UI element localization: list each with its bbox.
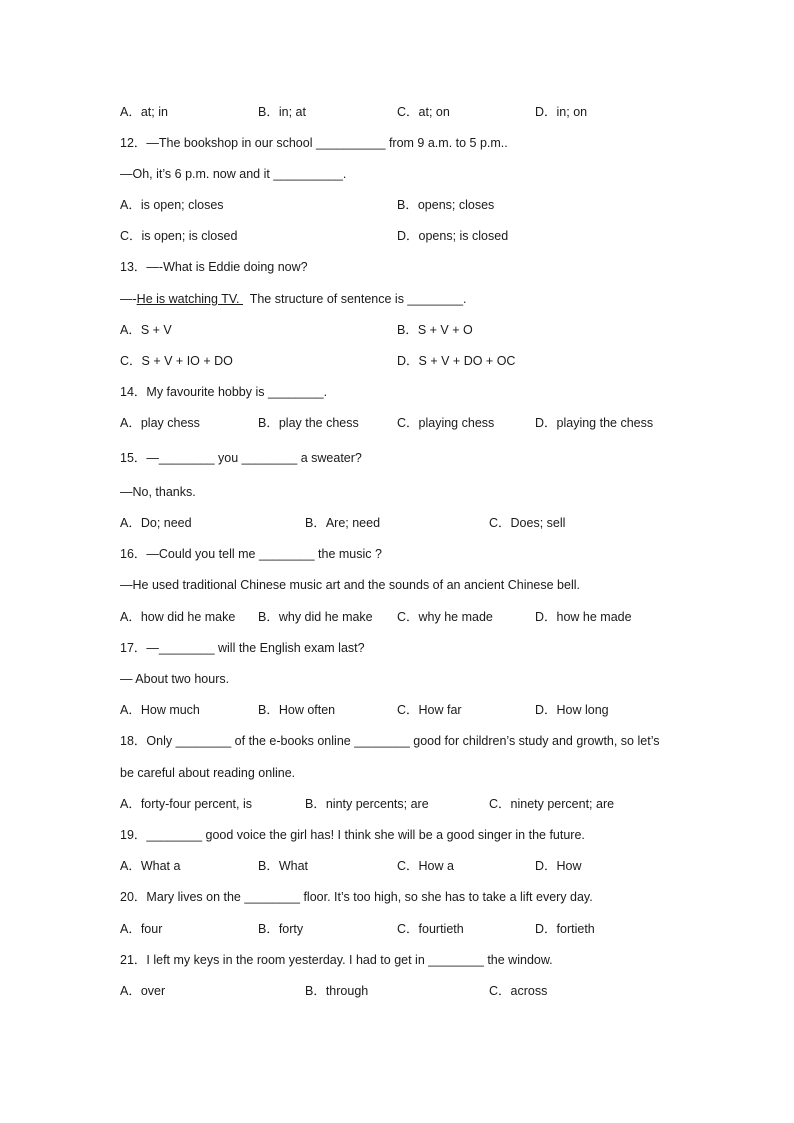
q15-line-2: —No, thanks. bbox=[120, 485, 196, 499]
q20-line-1: 20．Mary lives on the ________ floor. It’s too high, so she has to take a lift every day. bbox=[120, 890, 593, 904]
q14-option-a: A．play chess bbox=[120, 416, 200, 430]
q20-option-a: A．four bbox=[120, 922, 163, 936]
q19-option-b: B．What bbox=[258, 859, 309, 873]
q12-blank-1: __________ bbox=[315, 136, 386, 150]
q15-line-1: 15．—________ you ________ a sweater? bbox=[120, 451, 362, 465]
q19-option-a: A．What a bbox=[120, 859, 181, 873]
q15-option-b: B．Are; need bbox=[305, 516, 381, 530]
q13-option-d: D．S + V + DO + OC bbox=[397, 354, 516, 368]
q12-text-a: 12．—The bookshop in our school bbox=[120, 136, 316, 150]
q13-dash: —- bbox=[120, 292, 137, 306]
q21-line-1: 21．I left my keys in the room yesterday. I had to get in ________ the window. bbox=[120, 953, 553, 967]
q13-option-a: A．S + V bbox=[120, 323, 172, 337]
q19-line-1: 19．________ good voice the girl has! I think she will be a good singer in the future. bbox=[120, 828, 585, 842]
q14-line-1: 14．My favourite hobby is ________. bbox=[120, 385, 328, 399]
q13-prompt: The structure of sentence is ________. bbox=[242, 292, 467, 306]
q11-option-a: A．at; in bbox=[120, 105, 168, 119]
q18-line-1: 18．Only ________ of the e-books online ________ good for children’s study and growth, so let’s bbox=[120, 734, 660, 748]
q16-line-1: 16．—Could you tell me ________ the music ? bbox=[120, 547, 382, 561]
q14-option-c: C．playing chess bbox=[397, 416, 495, 430]
q16-line-2: —He used traditional Chinese music art and the sounds of an ancient Chinese bell. bbox=[120, 578, 580, 592]
q19-option-c: C．How a bbox=[397, 859, 454, 873]
q12-line-1 bbox=[120, 135, 508, 151]
q17-option-d: D．How long bbox=[535, 703, 609, 717]
q17-option-c: C．How far bbox=[397, 703, 462, 717]
q12-option-c: C．is open; is closed bbox=[120, 229, 238, 243]
q20-option-d: D．fortieth bbox=[535, 922, 595, 936]
q20-option-b: B．forty bbox=[258, 922, 304, 936]
q12-text-b: from 9 a.m. to 5 p.m.. bbox=[385, 136, 508, 150]
q20-option-c: C．fourtieth bbox=[397, 922, 464, 936]
q16-option-a: A．how did he make bbox=[120, 610, 236, 624]
q16-option-d: D．how he made bbox=[535, 610, 632, 624]
q12-option-a: A．is open; closes bbox=[120, 198, 224, 212]
q17-line-2: — About two hours. bbox=[120, 672, 230, 686]
q11-option-b: B．in; at bbox=[258, 105, 306, 119]
q13-underlined-sentence: He is watching TV. bbox=[136, 292, 243, 306]
q21-option-a: A．over bbox=[120, 984, 166, 998]
q12-option-d: D．opens; is closed bbox=[397, 229, 509, 243]
q11-option-c: C．at; on bbox=[397, 105, 450, 119]
q13-line-2 bbox=[120, 291, 467, 307]
q17-option-a: A．How much bbox=[120, 703, 200, 717]
q13-option-b: B．S + V + O bbox=[397, 323, 473, 337]
q21-option-b: B．through bbox=[305, 984, 369, 998]
q11-option-d: D．in; on bbox=[535, 105, 588, 119]
q12-line-2 bbox=[120, 166, 346, 182]
q14-option-d: D．playing the chess bbox=[535, 416, 654, 430]
q17-option-b: B．How often bbox=[258, 703, 336, 717]
q16-option-b: B．why did he make bbox=[258, 610, 373, 624]
q14-option-b: B．play the chess bbox=[258, 416, 359, 430]
q13-option-c: C．S + V + IO + DO bbox=[120, 354, 233, 368]
q12-text-d: . bbox=[342, 167, 347, 181]
q15-option-a: A．Do; need bbox=[120, 516, 192, 530]
q18-line-2: be careful about reading online. bbox=[120, 766, 296, 780]
q17-line-1: 17．—________ will the English exam last? bbox=[120, 641, 365, 655]
q18-option-b: B．ninty percents; are bbox=[305, 797, 429, 811]
q12-option-b: B．opens; closes bbox=[397, 198, 495, 212]
q21-option-c: C．across bbox=[489, 984, 548, 998]
q16-option-c: C．why he made bbox=[397, 610, 493, 624]
q13-line-1: 13．—-What is Eddie doing now? bbox=[120, 260, 308, 274]
q19-option-d: D．How bbox=[535, 859, 582, 873]
q18-option-c: C．ninety percent; are bbox=[489, 797, 615, 811]
q12-blank-2: __________ bbox=[273, 167, 343, 181]
q18-option-a: A．forty-four percent, is bbox=[120, 797, 252, 811]
q15-option-c: C．Does; sell bbox=[489, 516, 566, 530]
q12-text-c: —Oh, it’s 6 p.m. now and it bbox=[120, 167, 274, 181]
